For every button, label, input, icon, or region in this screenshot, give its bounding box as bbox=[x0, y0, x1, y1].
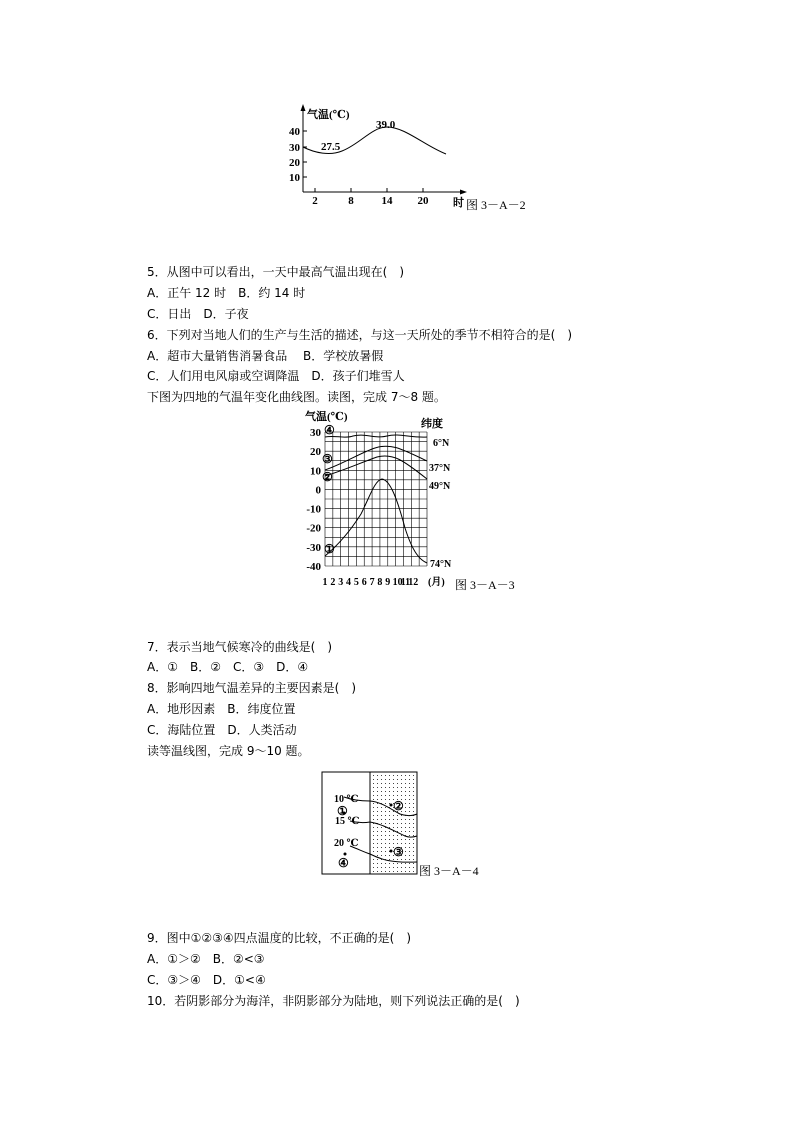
curve-49N bbox=[325, 456, 427, 479]
point-label: ③ bbox=[393, 845, 404, 859]
month-tick-label: 5 bbox=[353, 577, 359, 588]
x-tick-label: 8 bbox=[348, 195, 354, 207]
curve-74N bbox=[325, 479, 427, 563]
question-5-options-ab: A．正午 12 时 B．约 14 时 bbox=[147, 286, 306, 300]
month-tick-label: 2 bbox=[330, 577, 336, 588]
month-tick-label: 8 bbox=[377, 577, 383, 588]
intro-7-8: 下图为四地的气温年变化曲线图。读图，完成 7～8 题。 bbox=[147, 390, 446, 404]
point-label: ④ bbox=[338, 856, 349, 870]
latitude-label: 74°N bbox=[430, 559, 452, 570]
question-8-options-cd: C．海陆位置 D．人类活动 bbox=[147, 723, 297, 737]
question-6-options-ab: A．超市大量销售消暑食品 B．学校放暑假 bbox=[147, 349, 384, 363]
month-tick-label: 6 bbox=[361, 577, 367, 588]
y-axis-label: 气温(℃) bbox=[305, 411, 348, 423]
month-tick-label: 10 bbox=[392, 577, 403, 588]
curve-6N bbox=[325, 435, 427, 437]
curve-marker: ② bbox=[322, 470, 333, 484]
latitude-label: 6°N bbox=[433, 438, 450, 449]
question-8-options-ab: A．地形因素 B．纬度位置 bbox=[147, 702, 296, 716]
month-tick-label: 12 bbox=[408, 577, 419, 588]
question-6-options-cd: C．人们用电风扇或空调降温 D．孩子们堆雪人 bbox=[147, 369, 405, 383]
question-5: 5．从图中可以看出，一天中最高气温出现在( ) bbox=[147, 265, 404, 279]
x-axis-unit: (月) bbox=[428, 577, 445, 588]
month-tick-label: 11 bbox=[400, 577, 411, 588]
point-label: ② bbox=[393, 799, 404, 813]
question-6: 6．下列对当地人们的生产与生活的描述，与这一天所处的季节不相符合的是( ) bbox=[147, 328, 573, 342]
latitude-label: 37°N bbox=[429, 463, 451, 474]
isotherm-label: 10 ℃ bbox=[334, 794, 359, 805]
x-tick-label: 2 bbox=[312, 195, 318, 207]
x-tick-label: 20 bbox=[417, 195, 429, 207]
curve-37N bbox=[325, 446, 427, 470]
y-tick-label: -10 bbox=[306, 503, 321, 516]
y-tick-label: 30 bbox=[289, 142, 300, 154]
month-tick-label: 9 bbox=[385, 577, 391, 588]
y-tick-label: 10 bbox=[310, 465, 321, 478]
y-tick-label: 20 bbox=[289, 157, 300, 169]
daily-temperature-chart bbox=[280, 100, 570, 215]
curve-marker: ① bbox=[324, 542, 335, 556]
max-temp-label: 39.0 bbox=[376, 119, 396, 131]
x-axis-arrow bbox=[460, 190, 467, 195]
question-10: 10．若阴影部分为海洋，非阴影部分为陆地，则下列说法正确的是( ) bbox=[147, 994, 520, 1008]
latitude-label: 49°N bbox=[429, 481, 451, 492]
y-tick-label: 30 bbox=[310, 427, 321, 439]
question-9: 9．图中①②③④四点温度的比较，不正确的是( ) bbox=[147, 931, 412, 945]
y-tick-label: -20 bbox=[306, 522, 321, 535]
isotherm-diagram bbox=[320, 770, 420, 876]
y-tick-label: 0 bbox=[315, 484, 321, 497]
y-axis-label: 气温(℃) bbox=[307, 109, 350, 121]
question-7: 7．表示当地气候寒冷的曲线是( ) bbox=[147, 640, 332, 654]
latitude-title: 纬度 bbox=[421, 418, 443, 430]
min-temp-label: 27.5 bbox=[321, 141, 341, 153]
question-9-options-cd: C．③＞④ D．①<④ bbox=[147, 973, 266, 987]
isotherm-label: 20 ℃ bbox=[334, 838, 359, 849]
y-tick-label: -30 bbox=[306, 541, 321, 554]
figure-caption: 图 3－A－3 bbox=[455, 578, 515, 592]
y-tick-label: 20 bbox=[310, 446, 321, 459]
question-5-options-cd: C．日出 D．子夜 bbox=[147, 307, 249, 321]
figure-caption: 图 3－A－2 bbox=[466, 198, 526, 212]
y-tick-label: 40 bbox=[289, 126, 300, 138]
curve-marker: ④ bbox=[324, 423, 335, 437]
month-tick-label: 4 bbox=[346, 577, 352, 588]
intro-9-10: 读等温线图，完成 9～10 题。 bbox=[147, 744, 310, 758]
x-tick-label: 14 bbox=[381, 195, 393, 207]
question-9-options-ab: A．①＞② B．②<③ bbox=[147, 952, 265, 966]
question-7-options: A．① B．② C．③ D．④ bbox=[147, 660, 309, 674]
y-tick-label: 10 bbox=[289, 172, 300, 184]
question-8: 8．影响四地气温差异的主要因素是( ) bbox=[147, 681, 356, 695]
isotherm-label: 15 ℃ bbox=[335, 816, 360, 827]
y-tick-label: -40 bbox=[306, 561, 321, 573]
x-axis-label: 时 bbox=[453, 197, 464, 209]
y-axis-arrow bbox=[301, 104, 306, 111]
month-tick-label: 1 bbox=[322, 577, 328, 588]
point-label: ① bbox=[337, 804, 348, 818]
month-tick-label: 3 bbox=[338, 577, 344, 588]
annual-temperature-chart bbox=[295, 408, 495, 593]
curve-marker: ③ bbox=[322, 452, 333, 466]
month-tick-label: 7 bbox=[369, 577, 375, 588]
figure-caption: 图 3－A－4 bbox=[419, 864, 479, 878]
